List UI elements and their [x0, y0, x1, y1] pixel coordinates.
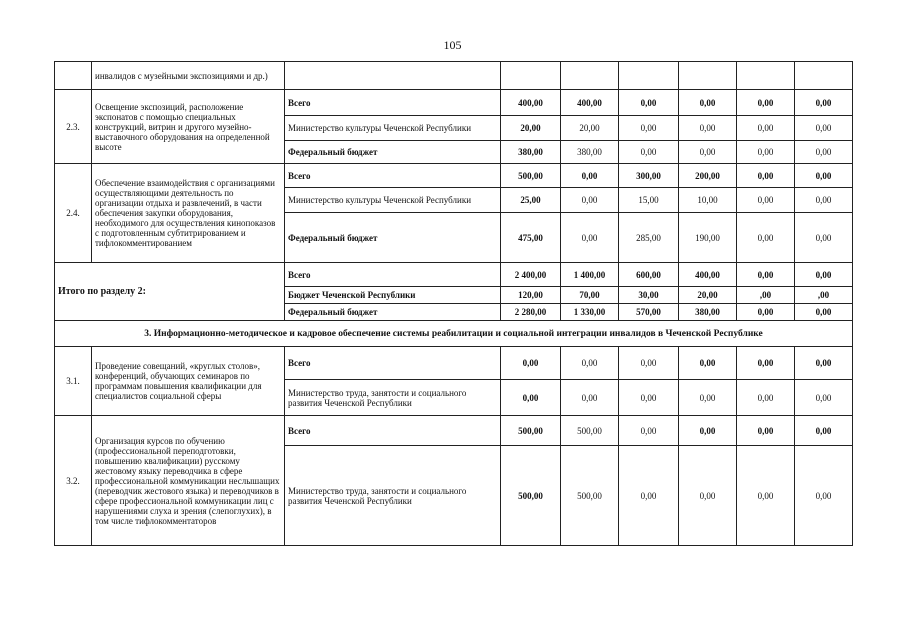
value-cell: 0,00: [679, 347, 737, 380]
item-number-cell: 3.2.: [55, 416, 92, 546]
value-cell: 0,00: [737, 263, 795, 287]
empty-cell: [619, 62, 679, 90]
value-cell: 380,00: [501, 141, 561, 164]
value-cell: 380,00: [679, 304, 737, 321]
value-cell: 1 400,00: [561, 263, 619, 287]
funding-source-cell: Всего: [285, 347, 501, 380]
value-cell: 0,00: [795, 380, 853, 416]
funding-source-cell: Всего: [285, 416, 501, 446]
funding-source-cell: Министерство культуры Чеченской Республики: [285, 116, 501, 141]
value-cell: 0,00: [561, 380, 619, 416]
funding-source-cell: Министерство труда, занятости и социального развития Чеченской Республики: [285, 446, 501, 546]
value-cell: 500,00: [501, 446, 561, 546]
value-cell: 0,00: [737, 446, 795, 546]
value-cell: 0,00: [795, 164, 853, 188]
section-total-label: Итого по разделу 2:: [55, 263, 285, 321]
value-cell: 0,00: [619, 347, 679, 380]
value-cell: 2 280,00: [501, 304, 561, 321]
value-cell: 25,00: [501, 188, 561, 213]
value-cell: 600,00: [619, 263, 679, 287]
table-row: [55, 263, 853, 287]
value-cell: 0,00: [795, 263, 853, 287]
table-row: [55, 347, 853, 380]
item-number-cell: 2.3.: [55, 90, 92, 164]
empty-cell: [679, 62, 737, 90]
value-cell: 0,00: [619, 141, 679, 164]
table-row: [55, 416, 853, 446]
value-cell: 400,00: [561, 90, 619, 116]
value-cell: 0,00: [619, 416, 679, 446]
value-cell: 0,00: [795, 188, 853, 213]
value-cell: 0,00: [737, 347, 795, 380]
value-cell: 300,00: [619, 164, 679, 188]
table-row: [55, 164, 853, 188]
measure-description: Проведение совещаний, «круглых столов», конференций, обучающих семинаров по программам повышения квалификации для специалистов социальной сферы: [92, 347, 285, 416]
value-cell: 20,00: [561, 116, 619, 141]
value-cell: 0,00: [561, 347, 619, 380]
value-cell: 0,00: [737, 164, 795, 188]
value-cell: 200,00: [679, 164, 737, 188]
funding-source-cell: Министерство труда, занятости и социального развития Чеченской Республики: [285, 380, 501, 416]
funding-source-cell: Министерство культуры Чеченской Республики: [285, 188, 501, 213]
measure-description: инвалидов с музейными экспозициями и др.): [92, 62, 285, 90]
item-number-cell: 3.1.: [55, 347, 92, 416]
value-cell: 400,00: [679, 263, 737, 287]
value-cell: 1 330,00: [561, 304, 619, 321]
value-cell: 0,00: [737, 90, 795, 116]
value-cell: 10,00: [679, 188, 737, 213]
value-cell: 475,00: [501, 213, 561, 263]
measure-description: Освещение экспозиций, расположение экспонатов с помощью специальных конструкций, витрин и другого музейно-выставочного оборудования на определенной высоте: [92, 90, 285, 164]
funding-source-cell: Федеральный бюджет: [285, 213, 501, 263]
table-row: [55, 90, 853, 116]
value-cell: 0,00: [795, 416, 853, 446]
value-cell: 0,00: [501, 380, 561, 416]
value-cell: 0,00: [619, 446, 679, 546]
value-cell: 20,00: [679, 287, 737, 304]
value-cell: 500,00: [501, 164, 561, 188]
empty-cell: [561, 62, 619, 90]
value-cell: 0,00: [737, 380, 795, 416]
value-cell: 500,00: [561, 446, 619, 546]
value-cell: 70,00: [561, 287, 619, 304]
value-cell: 0,00: [679, 90, 737, 116]
value-cell: 0,00: [679, 141, 737, 164]
value-cell: 0,00: [737, 141, 795, 164]
value-cell: 0,00: [737, 416, 795, 446]
value-cell: 500,00: [501, 416, 561, 446]
value-cell: 20,00: [501, 116, 561, 141]
value-cell: ,00: [737, 287, 795, 304]
value-cell: 30,00: [619, 287, 679, 304]
funding-source-cell: Всего: [285, 164, 501, 188]
value-cell: 120,00: [501, 287, 561, 304]
value-cell: 0,00: [679, 116, 737, 141]
value-cell: 0,00: [561, 164, 619, 188]
value-cell: 15,00: [619, 188, 679, 213]
page-number: 105: [443, 38, 462, 52]
value-cell: 0,00: [679, 446, 737, 546]
value-cell: 0,00: [737, 188, 795, 213]
value-cell: 0,00: [737, 213, 795, 263]
value-cell: 0,00: [561, 213, 619, 263]
value-cell: 0,00: [619, 90, 679, 116]
value-cell: 0,00: [561, 188, 619, 213]
empty-cell: [501, 62, 561, 90]
funding-source-cell: Федеральный бюджет: [285, 141, 501, 164]
value-cell: 500,00: [561, 416, 619, 446]
value-cell: 190,00: [679, 213, 737, 263]
value-cell: 0,00: [795, 347, 853, 380]
table-row: [55, 321, 853, 347]
value-cell: 2 400,00: [501, 263, 561, 287]
value-cell: 0,00: [795, 90, 853, 116]
value-cell: 0,00: [679, 380, 737, 416]
value-cell: ,00: [795, 287, 853, 304]
value-cell: 0,00: [737, 116, 795, 141]
value-cell: 380,00: [561, 141, 619, 164]
funding-source-cell: Всего: [285, 263, 501, 287]
value-cell: 0,00: [737, 304, 795, 321]
value-cell: 0,00: [795, 304, 853, 321]
value-cell: 0,00: [795, 141, 853, 164]
empty-cell: [795, 62, 853, 90]
value-cell: 0,00: [795, 213, 853, 263]
item-number-cell: 2.4.: [55, 164, 92, 263]
value-cell: 0,00: [795, 116, 853, 141]
funding-source-cell: Всего: [285, 90, 501, 116]
value-cell: 0,00: [619, 116, 679, 141]
empty-cell: [285, 62, 501, 90]
budget-table: [54, 61, 853, 546]
value-cell: 400,00: [501, 90, 561, 116]
table-row: [55, 62, 853, 90]
value-cell: 285,00: [619, 213, 679, 263]
item-number-cell: [55, 62, 92, 90]
funding-source-cell: Бюджет Чеченской Республики: [285, 287, 501, 304]
section-heading: 3. Информационно-методическое и кадровое обеспечение системы реабилитации и социальной интеграции инвалидов в Чеченской Республике: [55, 321, 853, 347]
value-cell: 0,00: [795, 446, 853, 546]
funding-source-cell: Федеральный бюджет: [285, 304, 501, 321]
value-cell: 0,00: [501, 347, 561, 380]
measure-description: Организация курсов по обучению (профессиональной переподготовки, повышению квалификации) русскому жестовому языку переводчика в сфере профессиональной коммуникации неслышащих (переводчик жестового языка) и переводчиков в сфере профессиональной коммуникации лиц с нарушениями слуха и зрения (слепоглухих), в том числе тифлокомментаторов: [92, 416, 285, 546]
empty-cell: [737, 62, 795, 90]
measure-description: Обеспечение взаимодействия с организациями осуществляющими деятельность по организации отдыха и развлечений, в части обеспечения закупки оборудования, необходимого для осуществления кинопоказов с подготовленным субтитрированием и тифлокомментированием: [92, 164, 285, 263]
value-cell: 0,00: [619, 380, 679, 416]
value-cell: 570,00: [619, 304, 679, 321]
value-cell: 0,00: [679, 416, 737, 446]
